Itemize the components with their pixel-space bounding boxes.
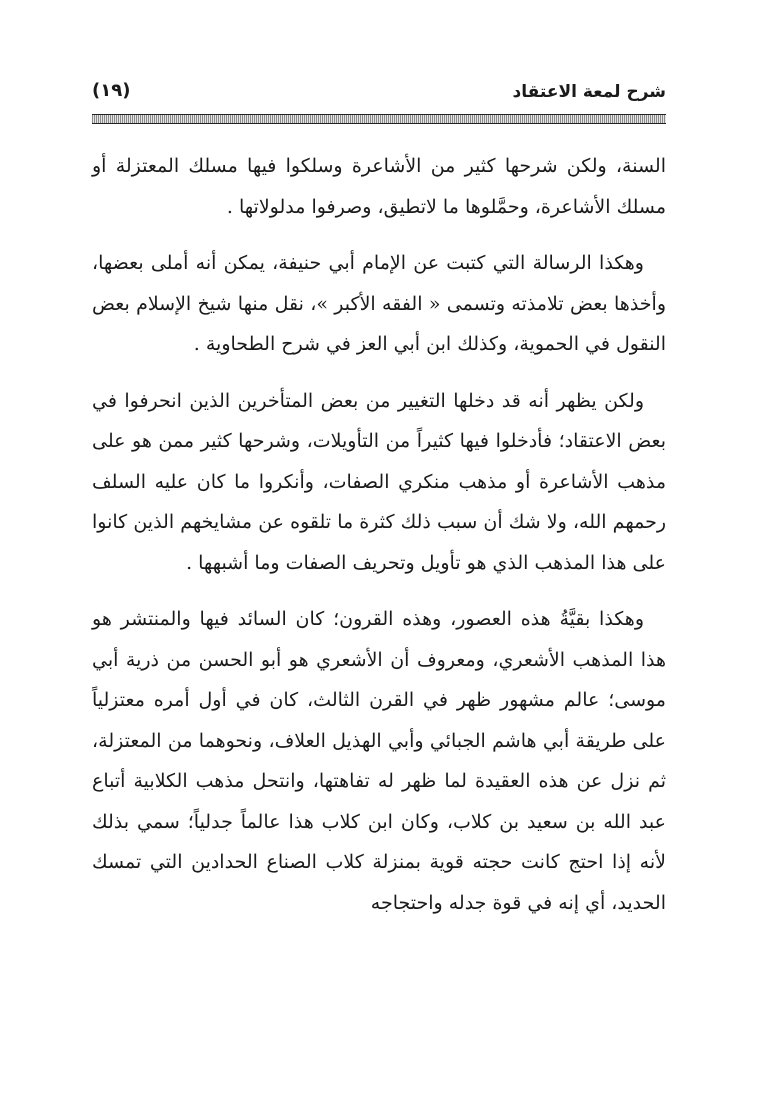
header-rule <box>92 114 666 124</box>
paragraph: وهكذا بقيَّةُ هذه العصور، وهذه القرون؛ كان السائد فيها والمنتشر هو هذا المذهب الأشعري، ومعروف أن الأشعري هو أبو الحسن من ذرية أبي موسى؛ عالم مشهور ظهر في القرن الثالث، كان في أول أمره معتزلياً على طريقة أبي هاشم الجبائي وأبي الهذيل العلاف، ونحوهما من المعتزلة، ثم نزل عن هذه العقيدة لما ظهر له تفاهتها، وانتحل مذهب الكلابية أتباع عبد الله بن سعيد بن كلاب، وكان ابن كلاب هذا عالماً جدلياً؛ سمي بذلك لأنه إذا احتج كانت حجته قوية بمنزلة كلاب الصناع الحدادين التي تمسك الحديد، أي إنه في قوة جدله واحتجاجه <box>92 608 666 914</box>
paragraph: ولكن يظهر أنه قد دخلها التغيير من بعض المتأخرين الذين انحرفوا في بعض الاعتقاد؛ فأدخلوا فيها كثيراً من التأويلات، وشرحها كثير ممن هو على مذهب الأشاعرة أو مذهب منكري الصفات، وأنكروا ما كان عليه السلف رحمهم الله، ولا شك أن سبب ذلك كثرة ما تلقوه عن مشايخهم الذين كانوا على هذا المذهب الذي هو تأويل وتحريف الصفات وما أشبهها . <box>92 389 666 574</box>
page-header <box>92 78 666 114</box>
paragraph: السنة، ولكن شرحها كثير من الأشاعرة وسلكوا فيها مسلك المعتزلة أو مسلك الأشاعرة، وحمَّلوها ما لاتطيق، وصرفوا مدلولاتها . <box>92 155 666 218</box>
running-title: شرح لمعة الاعتقاد <box>512 82 666 102</box>
body-text <box>92 146 666 939</box>
page-number: (١٩) <box>92 80 131 101</box>
paragraph: وهكذا الرسالة التي كتبت عن الإمام أبي حنيفة، يمكن أنه أملى بعضها، وأخذها بعض تلامذته وتسمى « الفقه الأكبر »، نقل منها شيخ الإسلام بعض النقول في الحموية، وكذلك ابن أبي العز في شرح الطحاوية . <box>92 252 666 355</box>
